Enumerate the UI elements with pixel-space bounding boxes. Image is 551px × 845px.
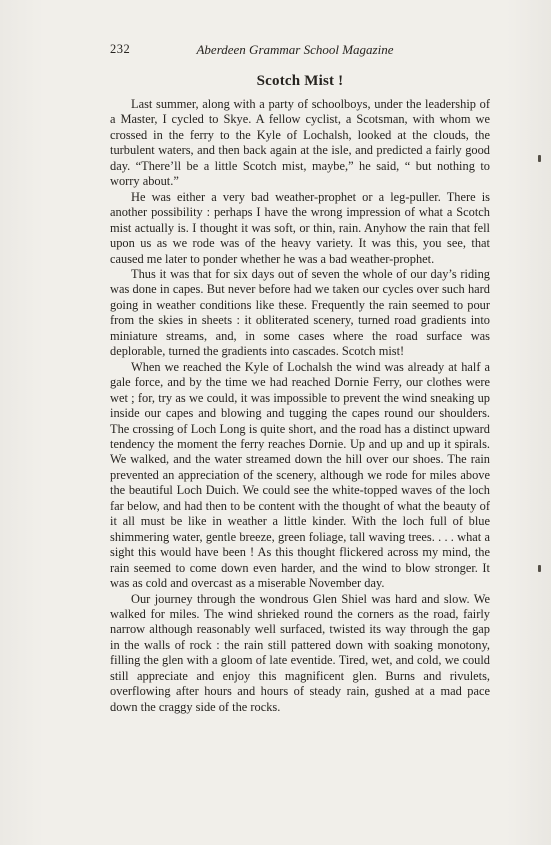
page-number: 232	[110, 42, 131, 56]
paragraph: Thus it was that for six days out of seven the whole of our day’s riding was done in capes. But never before had we taken our cycles over such hard going in weather conditions like these. Frequently the rain seemed to pour from the skies in sheets : it obliterated scenery, turned road gradients into miniature streams, and, in some cases where the road surface was deplorable, turned the gradients into cascades. Scotch mist!	[110, 266, 490, 359]
paragraph: He was either a very bad weather-prophet or a leg-puller. There is another possibility : perhaps I have the wrong impression of what a Scotch mist actually is. I thought it was soft, or thin, rain. Anyhow the rain that fell upon us as we rode was of the heavy variety. It was this, you see, that caused me later to ponder whether he was a bad weather-prophet.	[110, 189, 490, 266]
running-head	[110, 42, 450, 60]
article-title: Scotch Mist !	[256, 73, 344, 89]
binding-mark	[538, 565, 541, 572]
article-body	[110, 97, 490, 715]
paragraph: Our journey through the wondrous Glen Shiel was hard and slow. We walked for miles. The wind shrieked round the corners as the road, fairly narrow although reasonably well surfaced, twisted its way through the gap in the walls of rock : the rain still pattered down with soaking monotony, filling the glen with a gloom of late eventide. Tired, wet, and cold, we could still appreciate and enjoy this magnificent glen. Burns and rivulets, overflowing after hours and hours of steady rain, gushed at a mad pace down the craggy side of the rocks.	[110, 591, 490, 714]
paragraph: Last summer, along with a party of schoolboys, under the leadership of a Master, I cycled to Skye. A fellow cyclist, a Scotsman, with whom we crossed in the ferry to the Kyle of Lochalsh, looked at the clouds, the turbulent waters, and then back again at the isle, and predicted a fairly good day. “There’ll be a little Scotch mist, maybe,” he said, “ but nothing to worry about.”	[110, 97, 490, 189]
journal-title: Aberdeen Grammar School Magazine	[196, 42, 394, 57]
binding-mark	[538, 155, 541, 162]
paragraph: When we reached the Kyle of Lochalsh the wind was already at half a gale force, and by the time we had reached Dornie Ferry, our clothes were wet ; for, try as we could, it was impossible to prevent the wind sneaking up inside our capes and blowing and tugging the capes round our shoulders. The crossing of Loch Long is quite short, and the road has a distinct upward tendency the moment the ferry reaches Dornie. Up and up and up it spirals. We walked, and the water streamed down the hill over our shoes. The rain prevented an appreciation of the scenery, although we rode for miles above the beautiful Loch Duich. We could see the white-topped waves of the loch far below, and had then to be content with the thought of what the beauty of it all must be like in weather a little kinder. With the loch full of blue shimmering water, gentle breeze, green foliage, tall waving trees. . . . what a sight this would have been ! As this thought flickered across my mind, the rain seemed to come down even harder, and the wind to blow stronger. It was as cold and overcast as a miserable November day.	[110, 359, 490, 591]
